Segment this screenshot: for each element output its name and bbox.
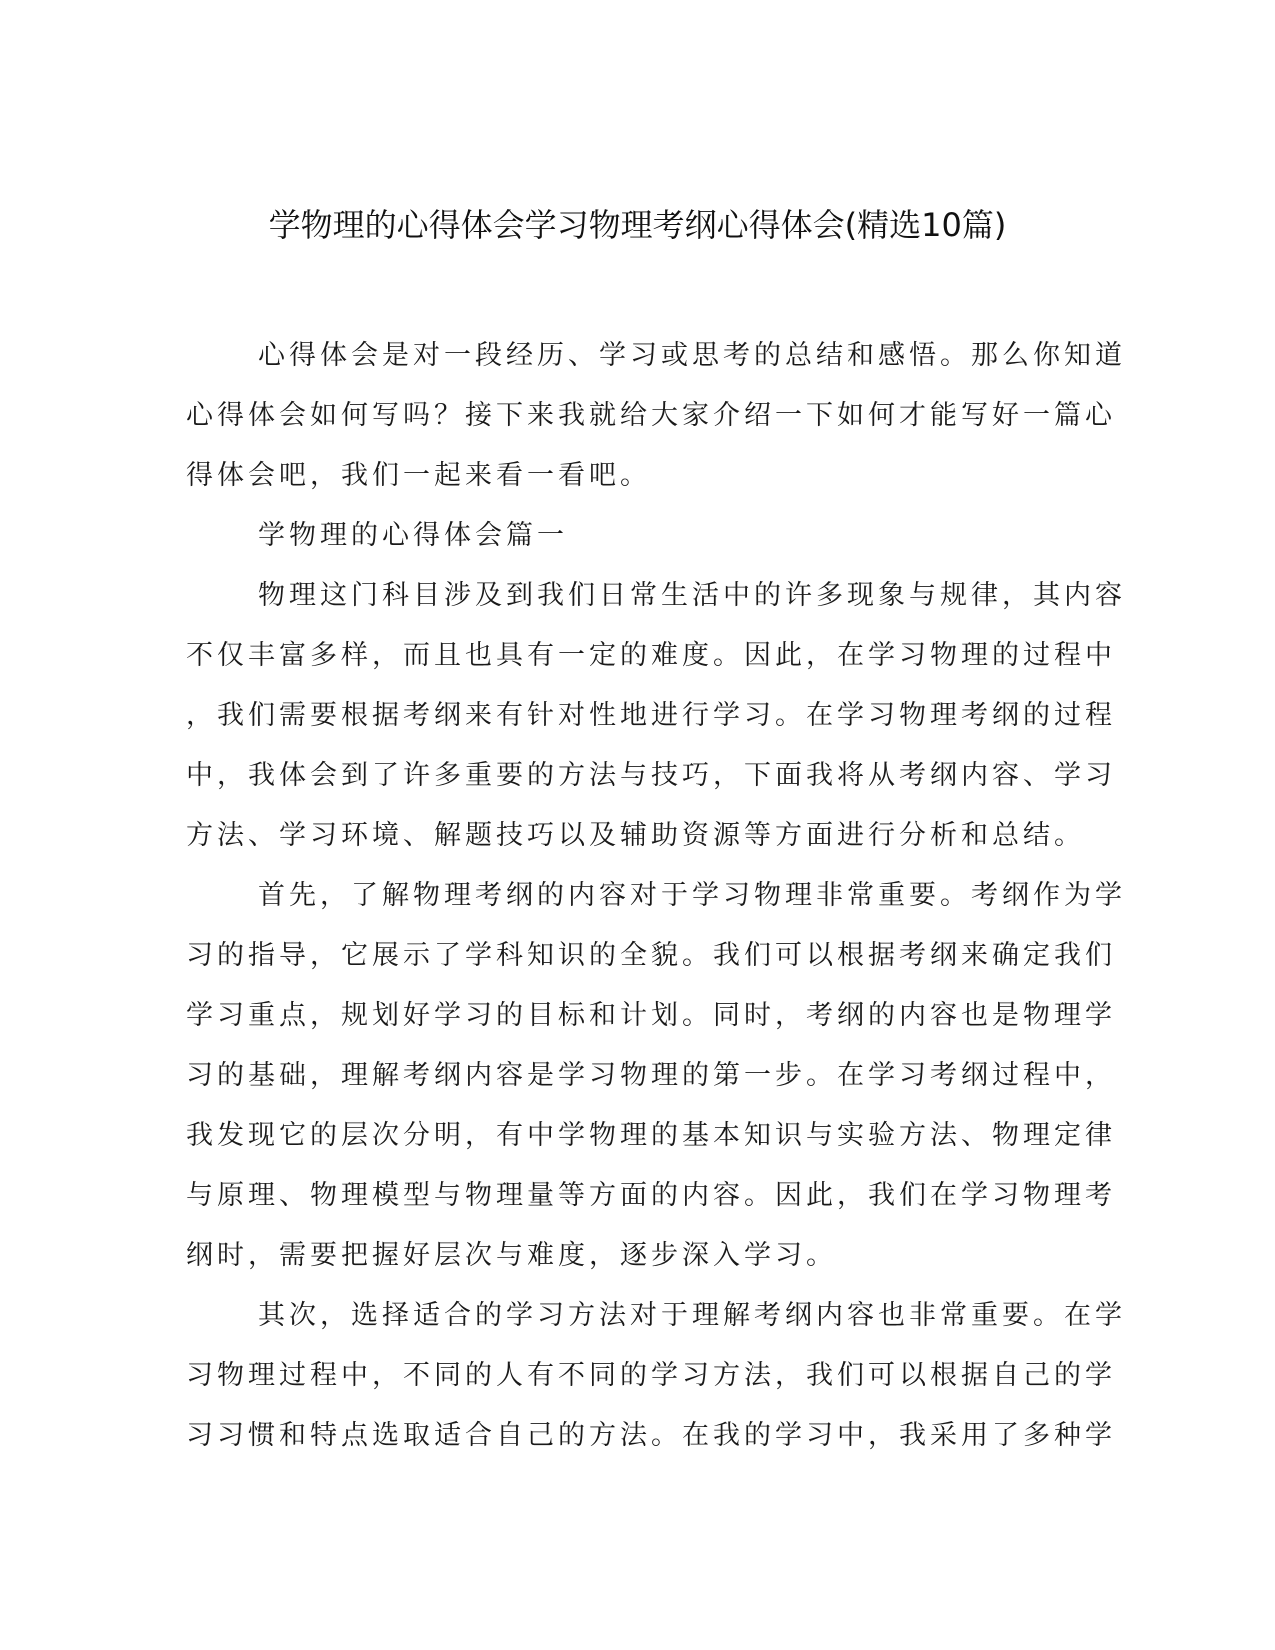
paragraph-line: 习习惯和特点选取适合自己的方法。在我的学习中，我采用了多种学 — [186, 1420, 1116, 1451]
paragraph — [186, 326, 1126, 506]
paragraph-line: 与原理、物理模型与物理量等方面的内容。因此，我们在学习物理考 — [186, 1180, 1116, 1211]
paragraph-line: 方法、学习环境、解题技巧以及辅助资源等方面进行分析和总结。 — [186, 820, 1085, 851]
paragraph-line: 物理这门科目涉及到我们日常生活中的许多现象与规律，其内容 — [258, 580, 1126, 611]
paragraph — [186, 1286, 1126, 1466]
paragraph-line: ，我们需要根据考纲来有针对性地进行学习。在学习物理考纲的过程 — [186, 700, 1116, 731]
paragraph-line: 其次，选择适合的学习方法对于理解考纲内容也非常重要。在学 — [258, 1300, 1126, 1331]
paragraph-line: 纲时，需要把握好层次与难度，逐步深入学习。 — [186, 1240, 837, 1271]
paragraph-line: 心得体会如何写吗？接下来我就给大家介绍一下如何才能写好一篇心 — [186, 400, 1116, 431]
paragraph-line: 心得体会是对一段经历、学习或思考的总结和感悟。那么你知道 — [258, 340, 1126, 371]
paragraph-line: 首先，了解物理考纲的内容对于学习物理非常重要。考纲作为学 — [258, 880, 1126, 911]
paragraph-line: 习的指导，它展示了学科知识的全貌。我们可以根据考纲来确定我们 — [186, 940, 1116, 971]
paragraph-line: 中，我体会到了许多重要的方法与技巧，下面我将从考纲内容、学习 — [186, 760, 1116, 791]
paragraph-line: 不仅丰富多样，而且也具有一定的难度。因此，在学习物理的过程中 — [186, 640, 1116, 671]
document-body — [186, 326, 1126, 1466]
paragraph-line: 习的基础，理解考纲内容是学习物理的第一步。在学习考纲过程中， — [186, 1060, 1116, 1091]
paragraph-line: 得体会吧，我们一起来看一看吧。 — [186, 460, 651, 491]
section-heading-text: 学物理的心得体会篇一 — [258, 520, 568, 551]
paragraph-line: 学习重点，规划好学习的目标和计划。同时，考纲的内容也是物理学 — [186, 1000, 1116, 1031]
paragraph-line: 习物理过程中，不同的人有不同的学习方法，我们可以根据自己的学 — [186, 1360, 1116, 1391]
paragraph-line: 我发现它的层次分明，有中学物理的基本知识与实验方法、物理定律 — [186, 1120, 1116, 1151]
document-title: 学物理的心得体会学习物理考纲心得体会(精选10篇) — [268, 206, 1007, 244]
section-heading — [186, 506, 1086, 566]
paragraph — [186, 566, 1126, 866]
paragraph — [186, 866, 1126, 1286]
